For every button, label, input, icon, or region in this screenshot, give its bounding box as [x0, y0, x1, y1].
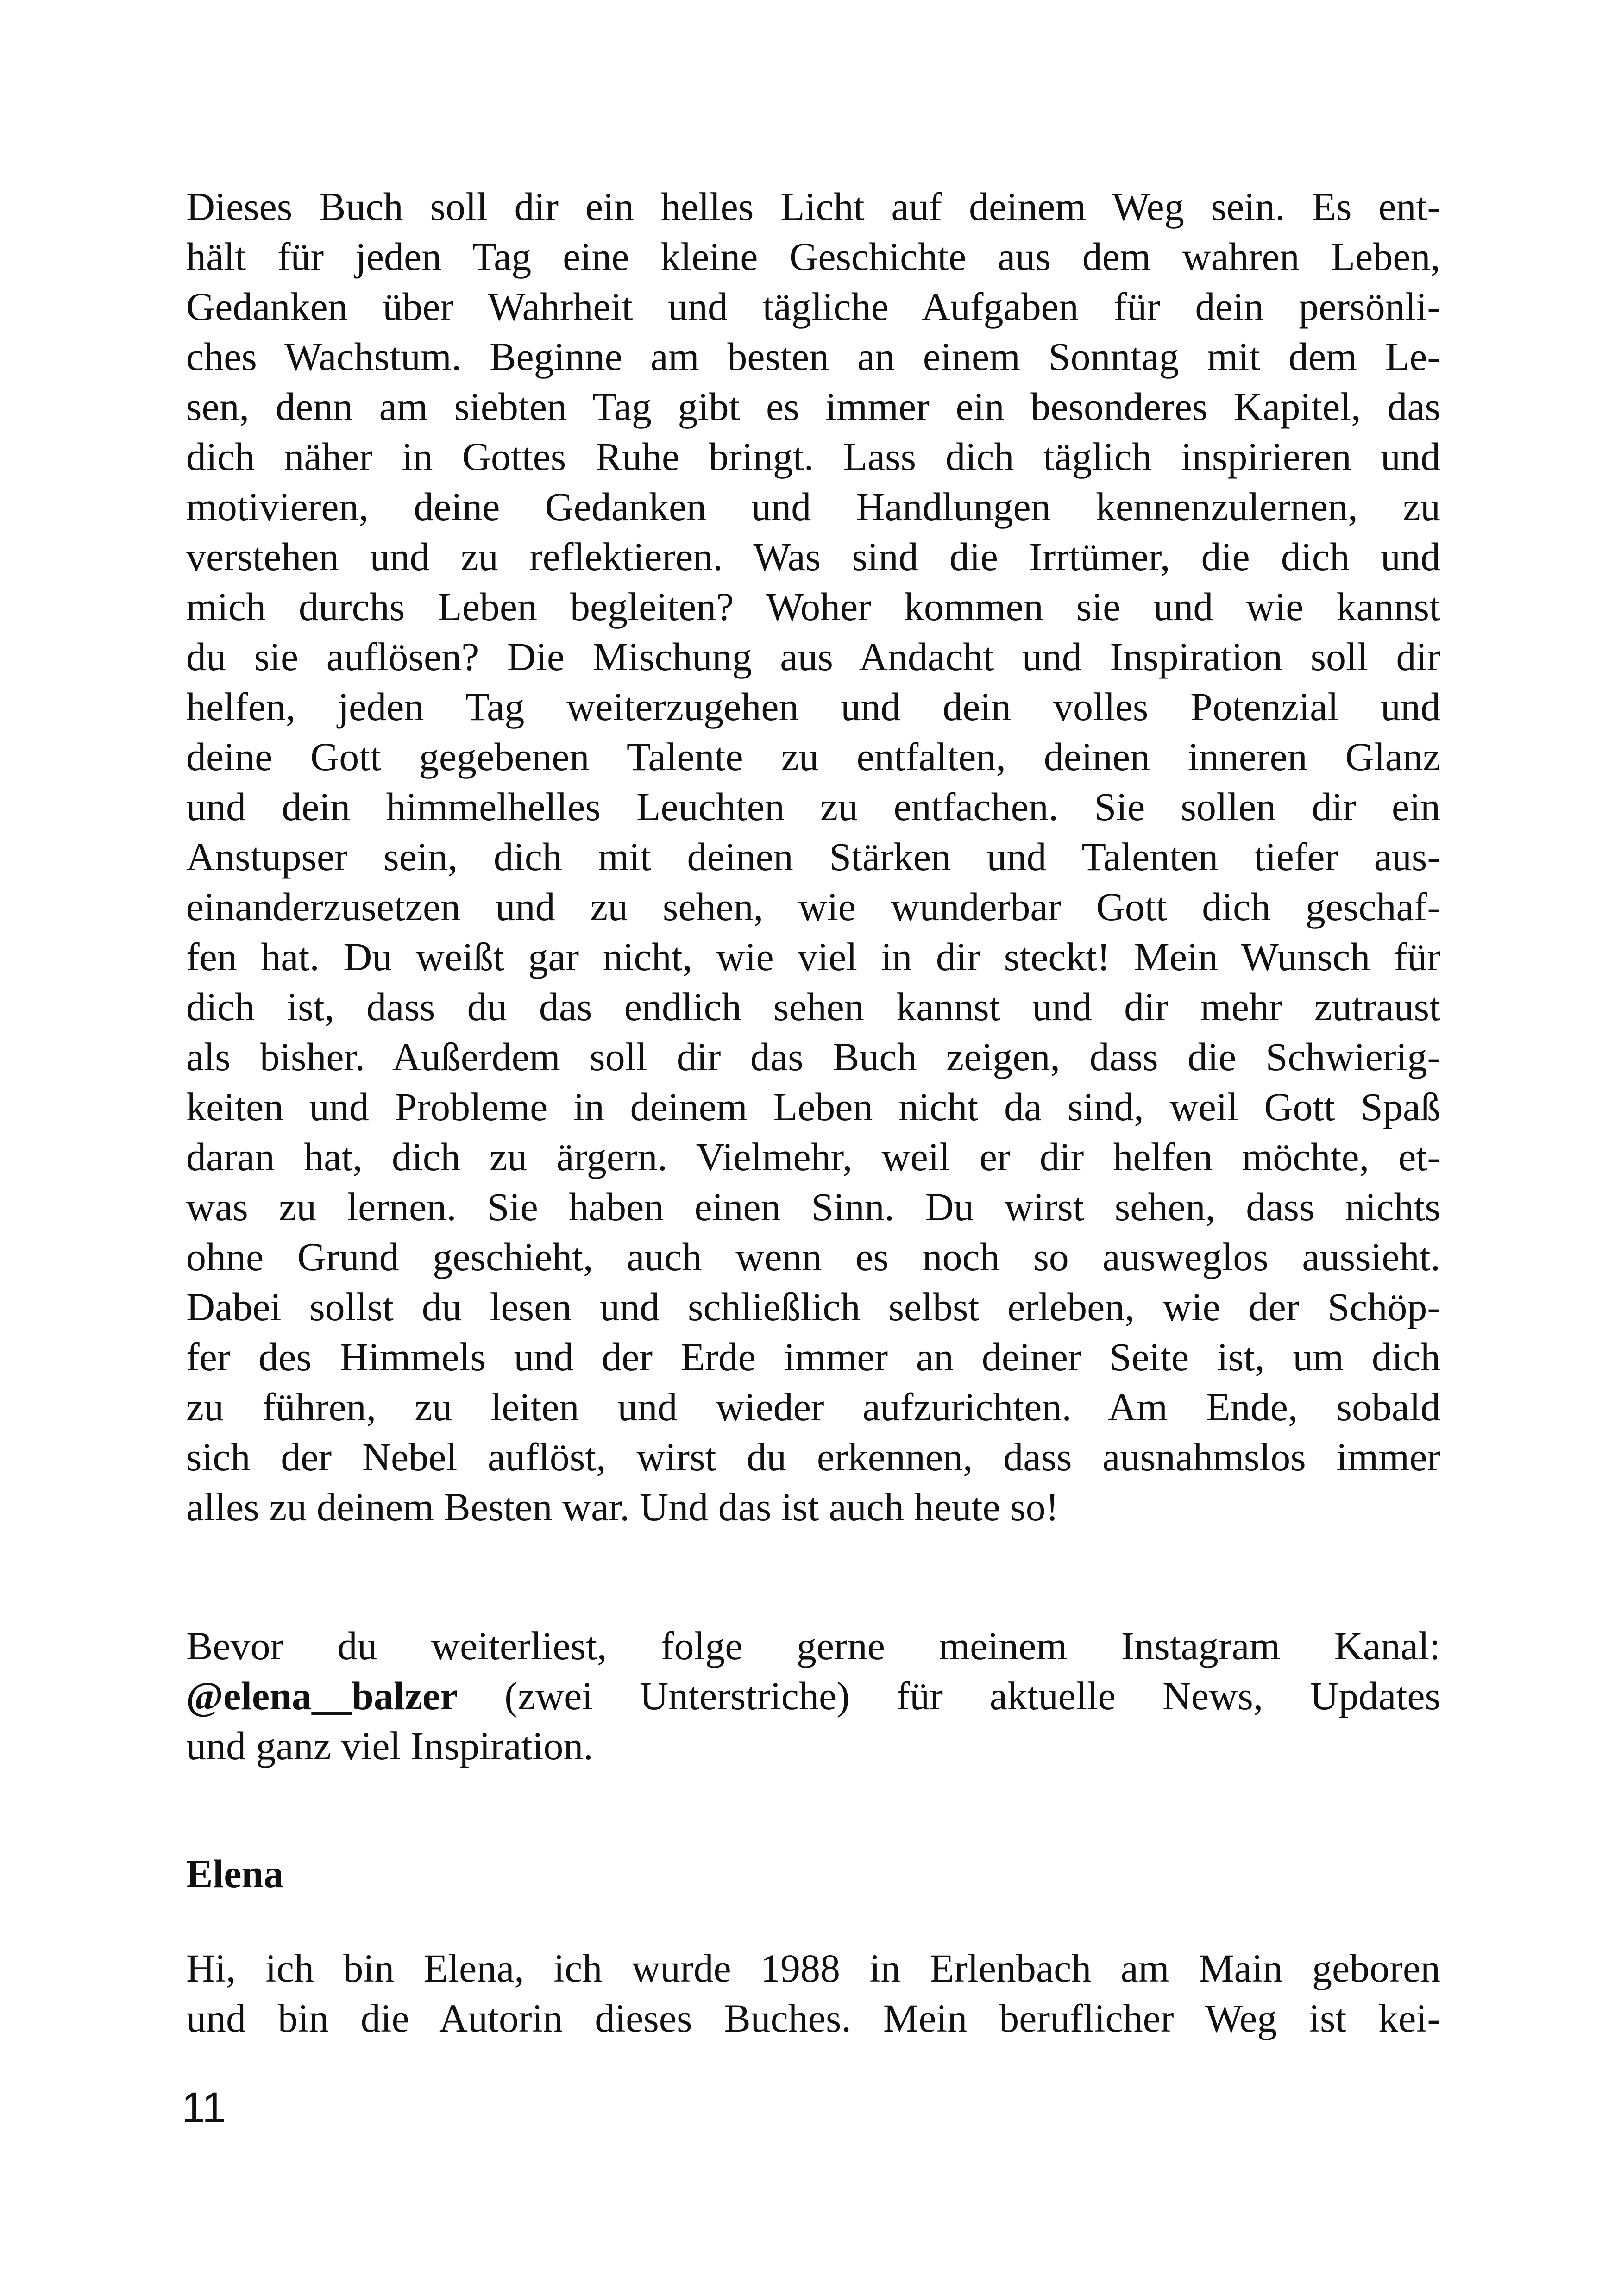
intro-line: einanderzusetzen und zu sehen, wie wunderbar Gott dich geschaf- — [186, 885, 1440, 929]
author-heading: Elena — [186, 1851, 284, 1896]
author-line: Hi, ich bin Elena, ich wurde 1988 in Erlenbach am Main geboren — [186, 1946, 1440, 1990]
intro-line: dich ist, dass du das endlich sehen kannst und dir mehr zutraust — [186, 985, 1440, 1029]
instagram-handle: @elena__balzer — [186, 1674, 458, 1718]
intro-line: ches Wachstum. Beginne am besten an einem Sonntag mit dem Le- — [186, 334, 1440, 379]
intro-line: keiten und Probleme in deinem Leben nicht da sind, weil Gott Spaß — [186, 1085, 1440, 1129]
intro-line: motivieren, deine Gedanken und Handlungen kennenzulernen, zu — [186, 484, 1440, 529]
intro-line: du sie auflösen? Die Mischung aus Andacht und Inspiration soll dir — [186, 634, 1440, 679]
instagram-line-rest: (zwei Unterstriche) für aktuelle News, Updates — [458, 1674, 1440, 1718]
intro-line: fer des Himmels und der Erde immer an deiner Seite ist, um dich — [186, 1335, 1440, 1379]
intro-line: deine Gott gegebenen Talente zu entfalten, deinen inneren Glanz — [186, 734, 1440, 779]
intro-line: mich durchs Leben begleiten? Woher kommen sie und wie kannst — [186, 584, 1440, 629]
intro-line: was zu lernen. Sie haben einen Sinn. Du wirst sehen, dass nichts — [186, 1185, 1440, 1229]
intro-line: hält für jeden Tag eine kleine Geschichte aus dem wahren Leben, — [186, 234, 1440, 279]
intro-line: und dein himmelhelles Leuchten zu entfachen. Sie sollen dir ein — [186, 784, 1440, 829]
intro-line: daran hat, dich zu ärgern. Vielmehr, weil er dir helfen möchte, et- — [186, 1135, 1440, 1179]
author-line: und bin die Autorin dieses Buches. Mein beruflicher Weg ist kei- — [186, 1996, 1440, 2040]
intro-line: sich der Nebel auflöst, wirst du erkennen, dass ausnahmslos immer — [186, 1435, 1440, 1479]
intro-line: dich näher in Gottes Ruhe bringt. Lass dich täglich inspirieren und — [186, 434, 1440, 479]
intro-line: Dieses Buch soll dir ein helles Licht auf deinem Weg sein. Es ent- — [186, 184, 1440, 229]
intro-line: zu führen, zu leiten und wieder aufzurichten. Am Ende, sobald — [186, 1385, 1440, 1429]
intro-line: verstehen und zu reflektieren. Was sind die Irrtümer, die dich und — [186, 534, 1440, 579]
instagram-line — [186, 1671, 1440, 1721]
intro-line: helfen, jeden Tag weiterzugehen und dein volles Potenzial und — [186, 684, 1440, 729]
intro-line: Gedanken über Wahrheit und tägliche Aufgaben für dein persönli- — [186, 284, 1440, 329]
page-number: 11 — [182, 2084, 226, 2131]
intro-line: Dabei sollst du lesen und schließlich selbst erleben, wie der Schöp- — [186, 1285, 1440, 1329]
intro-line: ohne Grund geschieht, auch wenn es noch so ausweglos aussieht. — [186, 1235, 1440, 1279]
intro-line: Anstupser sein, dich mit deinen Stärken und Talenten tiefer aus- — [186, 834, 1440, 879]
intro-line: fen hat. Du weißt gar nicht, wie viel in dir steckt! Mein Wunsch für — [186, 935, 1440, 979]
intro-line: sen, denn am siebten Tag gibt es immer ein besonderes Kapitel, das — [186, 384, 1440, 429]
instagram-line: und ganz viel Inspiration. — [186, 1724, 593, 1768]
intro-line: als bisher. Außerdem soll dir das Buch zeigen, dass die Schwierig- — [186, 1035, 1440, 1079]
intro-line: alles zu deinem Besten war. Und das ist auch heute so! — [186, 1485, 1059, 1529]
instagram-line: Bevor du weiterliest, folge gerne meinem Instagram Kanal: — [186, 1624, 1440, 1668]
